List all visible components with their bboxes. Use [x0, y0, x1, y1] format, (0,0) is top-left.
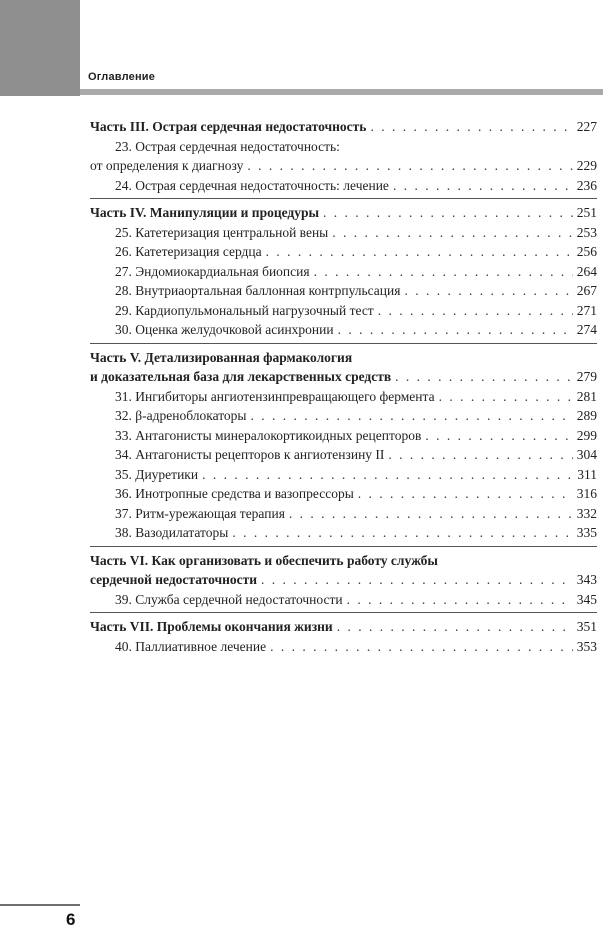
- toc-page-number: 251: [576, 205, 597, 220]
- toc-chapter-28[interactable]: [90, 281, 597, 301]
- toc-page-number: 279: [576, 369, 597, 384]
- dot-leader: [338, 320, 573, 340]
- toc-part-4[interactable]: [90, 203, 597, 223]
- toc-chapter-title: 32. β-адреноблокаторы: [115, 408, 247, 423]
- dot-leader: [395, 367, 573, 387]
- toc-page-number: 236: [576, 177, 597, 193]
- toc-chapter-30[interactable]: [90, 320, 597, 340]
- dot-leader: [261, 570, 573, 590]
- dot-leader: [266, 242, 573, 262]
- toc-part-6-line1[interactable]: [90, 551, 597, 571]
- toc-chapter-32[interactable]: [90, 406, 597, 426]
- toc-chapter-title: 30. Оценка желудочковой асинхронии: [115, 322, 334, 337]
- toc-chapter-title: 31. Ингибиторы ангиотензинпревращающего фермента: [115, 388, 435, 404]
- toc-chapter-23-line1[interactable]: [90, 137, 597, 157]
- toc-chapter-title: 33. Антагонисты минералокортикоидных рецепторов: [115, 427, 422, 443]
- toc-part-title: Часть VII. Проблемы окончания жизни: [90, 619, 333, 634]
- toc-chapter-title: 24. Острая сердечная недостаточность: лечение: [115, 177, 389, 193]
- toc-chapter-title: 40. Паллиативное лечение: [115, 638, 267, 654]
- dot-leader: [332, 223, 572, 243]
- toc-part-5-line1[interactable]: [90, 348, 597, 368]
- toc-page-number: 304: [576, 447, 597, 462]
- dot-leader: [358, 484, 573, 504]
- toc-chapter-38[interactable]: [90, 523, 597, 543]
- toc-chapter-title: 23. Острая сердечная недостаточность:: [115, 138, 340, 154]
- toc-chapter-27[interactable]: [90, 262, 597, 282]
- toc-part-title: Часть IV. Манипуляции и процедуры: [90, 205, 320, 220]
- dot-leader: [393, 176, 573, 196]
- dot-leader: [439, 387, 573, 407]
- toc-page-number: 332: [576, 505, 597, 521]
- toc-chapter-title: 39. Служба сердечной недостаточности: [115, 591, 343, 607]
- toc-chapter-40[interactable]: [90, 637, 597, 657]
- dot-leader: [370, 117, 572, 137]
- toc-chapter-34[interactable]: [90, 445, 597, 465]
- toc-part-title: Часть V. Детализированная фармакология: [90, 349, 353, 365]
- toc-chapter-title: 26. Катетеризация сердца: [115, 244, 262, 259]
- toc-chapter-title: 38. Вазодилататоры: [115, 525, 229, 540]
- dot-leader: [425, 426, 572, 446]
- toc-chapter-36[interactable]: [90, 484, 597, 504]
- toc-chapter-title: 29. Кардиопульмональный нагрузочный тест: [115, 302, 374, 318]
- corner-decoration: [0, 0, 80, 96]
- footer-rule: [0, 904, 80, 906]
- toc-chapter-title: 35. Диуретики: [115, 466, 199, 482]
- toc-chapter-39[interactable]: [90, 590, 597, 610]
- toc-chapter-title: 34. Антагонисты рецепторов к ангиотензину II: [115, 447, 385, 462]
- toc-page-number: 289: [576, 408, 597, 423]
- toc-page-number: 281: [576, 388, 597, 404]
- header-rule: [80, 89, 603, 95]
- toc-page-number: 343: [576, 572, 597, 587]
- toc-page-number: 345: [576, 591, 597, 607]
- toc-part-title: Часть III. Острая сердечная недостаточность: [90, 119, 367, 134]
- toc-chapter-29[interactable]: [90, 301, 597, 321]
- toc-page-number: 353: [576, 638, 597, 654]
- toc-page-number: 299: [576, 427, 597, 443]
- toc-part-title: и доказательная база для лекарственных средств: [90, 369, 392, 384]
- toc-page-number: 256: [576, 244, 597, 259]
- toc-chapter-title: 28. Внутриаортальная баллонная контрпульсация: [115, 283, 401, 298]
- dot-leader: [232, 523, 572, 543]
- table-of-contents: [90, 117, 597, 656]
- toc-page-number: 271: [576, 302, 597, 318]
- dot-leader: [314, 262, 573, 282]
- toc-part-5-line2[interactable]: [90, 367, 597, 387]
- page-number: 6: [66, 910, 76, 929]
- toc-chapter-title: 25. Катетеризация центральной вены: [115, 224, 329, 240]
- toc-page-number: 253: [576, 224, 597, 240]
- toc-chapter-title: от определения к диагнозу: [90, 158, 244, 173]
- dot-leader: [202, 465, 573, 485]
- toc-page-number: 351: [576, 619, 597, 634]
- dot-leader: [337, 617, 573, 637]
- section-divider: [90, 546, 597, 547]
- toc-chapter-33[interactable]: [90, 426, 597, 446]
- toc-part-title: Часть VI. Как организовать и обеспечить работу службы: [90, 552, 438, 568]
- toc-page-number: 335: [576, 525, 597, 540]
- dot-leader: [388, 445, 572, 465]
- toc-page-number: 274: [576, 322, 597, 337]
- toc-page-number: 229: [576, 158, 597, 173]
- section-divider: [90, 198, 597, 199]
- toc-chapter-31[interactable]: [90, 387, 597, 407]
- dot-leader: [270, 637, 573, 657]
- toc-part-6-line2[interactable]: [90, 570, 597, 590]
- toc-page-number: 264: [576, 263, 597, 279]
- section-divider: [90, 343, 597, 344]
- toc-chapter-24[interactable]: [90, 176, 597, 196]
- dot-leader: [404, 281, 572, 301]
- toc-page-number: 311: [577, 466, 597, 482]
- toc-chapter-37[interactable]: [90, 504, 597, 524]
- toc-chapter-23-line2[interactable]: [90, 156, 597, 176]
- dot-leader: [247, 156, 572, 176]
- toc-chapter-26[interactable]: [90, 242, 597, 262]
- section-divider: [90, 612, 597, 613]
- toc-part-title: сердечной недостаточности: [90, 572, 258, 587]
- toc-chapter-title: 27. Эндомиокардиальная биопсия: [115, 263, 310, 279]
- toc-part-3[interactable]: [90, 117, 597, 137]
- running-header-title: Оглавление: [88, 71, 156, 83]
- dot-leader: [378, 301, 573, 321]
- dot-leader: [289, 504, 573, 524]
- toc-page-number: 227: [576, 119, 597, 134]
- toc-chapter-25[interactable]: [90, 223, 597, 243]
- dot-leader: [323, 203, 573, 223]
- toc-chapter-title: 36. Инотропные средства и вазопрессоры: [115, 486, 354, 501]
- toc-chapter-title: 37. Ритм-урежающая терапия: [115, 505, 285, 521]
- dot-leader: [347, 590, 573, 610]
- toc-page-number: 316: [576, 486, 597, 501]
- toc-page-number: 267: [576, 283, 597, 298]
- toc-chapter-35[interactable]: [90, 465, 597, 485]
- dot-leader: [251, 406, 573, 426]
- toc-part-7[interactable]: [90, 617, 597, 637]
